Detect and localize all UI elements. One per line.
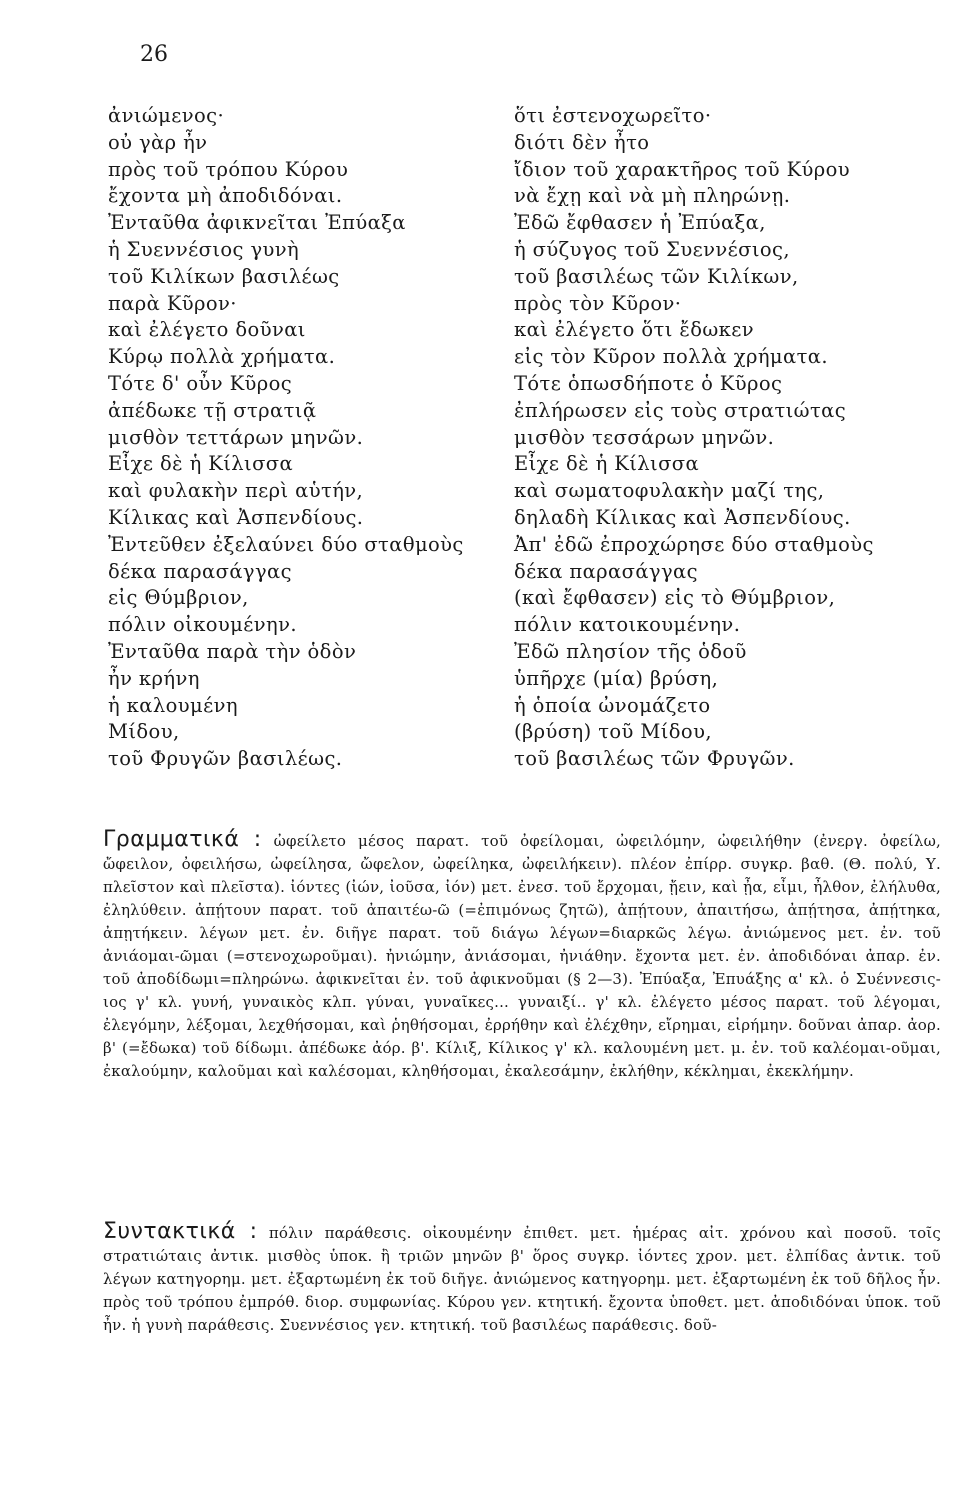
translation-line: τοῦ βασιλέως τῶν Φρυγῶν. — [514, 747, 795, 771]
left-column-ancient-text — [108, 103, 503, 773]
translation-line: μισθὸν τεσσάρων μηνῶν. — [514, 425, 775, 449]
page-number: 26 — [140, 42, 168, 67]
ancient-text-line: τοῦ Φρυγῶν βασιλέως. — [108, 747, 343, 771]
ancient-text-line: Κίλικας καὶ Ἀσπενδίους. — [108, 505, 364, 529]
translation-line: δέκα παρασάγγας — [514, 559, 698, 583]
translation-line: Ἐδῶ πλησίον τῆς ὁδοῦ — [514, 639, 747, 663]
translation-line: καὶ ἐλέγετο ὅτι ἔδωκεν — [514, 318, 755, 342]
syntax-notes — [103, 1220, 941, 1337]
right-column-translation — [514, 103, 944, 773]
ancient-text-line: ἡ καλουμένη — [108, 693, 238, 717]
grammar-heading: Γραμματικά : — [103, 827, 262, 852]
ancient-text-line: ἦν κρήνη — [108, 666, 200, 690]
ancient-text-line: Ἐντεῦθεν ἐξελαύνει δύο σταθμοὺς — [108, 532, 464, 556]
ancient-text-line: ἀνιώμενος· — [108, 104, 225, 127]
translation-line: Ἀπ' ἐδῶ ἐπροχώρησε δύο σταθμοὺς — [514, 532, 874, 556]
ancient-text-line: καὶ φυλακὴν περὶ αὑτήν, — [108, 479, 364, 503]
translation-line: εἰς τὸν Κῦρον πολλὰ χρήματα. — [514, 345, 828, 369]
ancient-text-line: Ἐνταῦθα παρὰ τὴν ὁδὸν — [108, 639, 357, 663]
syntax-text: πόλιν παράθεσις. οἰκουμένην ἐπιθετ. μετ. ἡμέρας αἰτ. χρόνου καὶ ποσοῦ. τοῖς στρατιώταις ἀντικ. μισθὸς ὑποκ. ἢ τριῶν μηνῶν β' ὅρος συγκρ. ἰόντες χρον. μετ. ἐλπίδας ἀντικ. τοῦ λέγων κατηγορημ. μετ. ἐξαρτωμένη ἐκ τοῦ διῆγε. ἀνιώμενος κατηγορημ. μετ. ἐξαρτωμένη ἐκ τοῦ δῆλος ἦν. πρὸς τοῦ τρόπου ἐμπρόθ. διορ. συμφωνίας. Κύρου γεν. κτητική. ἔχοντα ὑποθετ. μετ. ἀποδιδόναι ὑποκ. τοῦ ἦν. ἡ γυνὴ παράθεσις. Συεννέσιος γεν. κτητική. τοῦ βασιλέως παράθεσις. δοῦ- — [103, 1224, 941, 1334]
ancient-text-line: ἡ Συεννέσιος γυνὴ — [108, 237, 300, 261]
translation-line: ἡ σύζυγος τοῦ Συεννέσιος, — [514, 237, 790, 261]
ancient-text-line: δέκα παρασάγγας — [108, 559, 292, 583]
translation-line: Εἶχε δὲ ἡ Κίλισσα — [514, 452, 700, 476]
translation-line: καὶ σωματοφυλακὴν μαζί της, — [514, 479, 825, 503]
ancient-text-line: ἀπέδωκε τῇ στρατιᾷ — [108, 398, 317, 422]
syntax-heading: Συντακτικά : — [103, 1219, 258, 1244]
ancient-text-line: πόλιν οἰκουμένην. — [108, 613, 297, 637]
translation-line: ὑπῆρχε (μία) βρύση, — [514, 666, 719, 690]
translation-line: διότι δὲν ἦτο — [514, 130, 650, 154]
ancient-text-line: Τότε δ' οὖν Κῦρος — [108, 371, 293, 395]
translation-line: ἴδιον τοῦ χαρακτῆρος τοῦ Κύρου — [514, 157, 851, 181]
ancient-text-line: καὶ ἐλέγετο δοῦναι — [108, 318, 306, 342]
translation-line: πόλιν κατοικουμένην. — [514, 613, 741, 637]
translation-line: Ἐδῶ ἔφθασεν ἡ Ἐπύαξα, — [514, 211, 766, 235]
ancient-text-line: Ἐνταῦθα ἀφικνεῖται Ἐπύαξα — [108, 211, 406, 235]
ancient-text-line: οὐ γὰρ ἦν — [108, 130, 208, 154]
translation-line: ἐπλήρωσεν εἰς τοὺς στρατιώτας — [514, 398, 847, 422]
grammar-text: ὠφείλετο μέσος παρατ. τοῦ ὀφείλομαι, ὠφειλόμην, ὠφειλήθην (ἐνεργ. ὀφείλω, ὤφειλον, ὀφειλήσω, ὠφείλησα, ὤφελον, ὠφείληκα, ὠφειλήκειν). πλέον ἐπίρρ. συγκρ. βαθ. (Θ. πολύ, Υ. πλεῖστον καὶ πλεῖστα). ἰόντες (ἰών, ἰοῦσα, ἰόν) μετ. ἐνεσ. τοῦ ἔρχομαι, ᾔειν, καὶ ᾖα, εἶμι, ἦλθον, ἐλήλυθα, ἐληλύθειν. ἀπῄτουν παρατ. τοῦ ἀπαιτέω-ῶ (=ἐπιμόνως ζητῶ), ἀπῄτουν, ἀπαιτήσω, ἀπῄτησα, ἀπῄτηκα, ἀπῃτήκειν. λέγων μετ. ἐν. διῆγε παρατ. τοῦ διάγω λέγων=διαρκῶς λέγω. ἀνιώμενος μετ. ἐν. τοῦ ἀνιάομαι-ῶμαι (=στενοχωροῦμαι). ἠνιώμην, ἀνιάσομαι, ἠνιάθην. ἔχοντα μετ. ἐν. ἀποδιδόναι ἀπαρ. ἐν. τοῦ ἀποδίδωμι=πληρώνω. ἀφικνεῖται ἐν. τοῦ ἀφικνοῦμαι (§ 2—3). Ἐπύαξα, Ἐπυάξης α' κλ. ὁ Συέννεσις-ιος γ' κλ. γυνή, γυναικὸς κλπ. γύναι, γυναῖκες... γυναιξί.. γ' κλ. ἐλέγετο μέσος παρατ. τοῦ λέγομαι, ἐλεγόμην, λέξομαι, λεχθήσομαι, καὶ ῥηθήσομαι, ἐρρήθην καὶ ἐλέχθην, εἴρημαι, εἰρήμην. δοῦναι ἀπαρ. ἀορ. β' (=ἔδωκα) τοῦ δίδωμι. ἀπέδωκε ἀόρ. β'. Κίλιξ, Κίλικος γ' κλ. καλουμένη μετ. μ. ἐν. τοῦ καλέομαι-οῦμαι, ἐκαλούμην, καλοῦμαι καὶ καλέσομαι, κληθήσομαι, ἐκαλεσάμην, ἐκλήθην, κέκλημαι, ἐκεκλήμην. — [103, 832, 941, 1080]
grammar-notes — [103, 828, 941, 1083]
ancient-text-line: ἔχοντα μὴ ἀποδιδόναι. — [108, 184, 343, 208]
translation-line: δηλαδὴ Κίλικας καὶ Ἀσπενδίους. — [514, 505, 851, 529]
ancient-text-line: πρὸς τοῦ τρόπου Κύρου — [108, 157, 349, 181]
translation-line: τοῦ βασιλέως τῶν Κιλίκων, — [514, 264, 799, 288]
translation-line: (καὶ ἔφθασεν) εἰς τὸ Θύμβριον, — [514, 586, 836, 610]
translation-line: πρὸς τὸν Κῦρον· — [514, 291, 682, 315]
translation-line: Τότε ὁπωσδήποτε ὁ Κῦρος — [514, 371, 783, 395]
ancient-text-line: Εἶχε δὲ ἡ Κίλισσα — [108, 452, 294, 476]
ancient-text-line: Μίδου, — [108, 720, 180, 744]
translation-line: (βρύση) τοῦ Μίδου, — [514, 720, 712, 744]
ancient-text-line: εἰς Θύμβριον, — [108, 586, 249, 610]
translation-line: ἡ ὁποία ὠνομάζετο — [514, 693, 711, 717]
ancient-text-line: παρὰ Κῦρον· — [108, 291, 237, 315]
ancient-text-line: τοῦ Κιλίκων βασιλέως — [108, 264, 340, 288]
translation-line: ὅτι ἐστενοχωρεῖτο· — [514, 104, 712, 127]
ancient-text-line: Κύρῳ πολλὰ χρήματα. — [108, 345, 336, 369]
translation-line: νὰ ἔχῃ καὶ νὰ μὴ πληρώνῃ. — [514, 184, 791, 208]
ancient-text-line: μισθὸν τεττάρων μηνῶν. — [108, 425, 364, 449]
